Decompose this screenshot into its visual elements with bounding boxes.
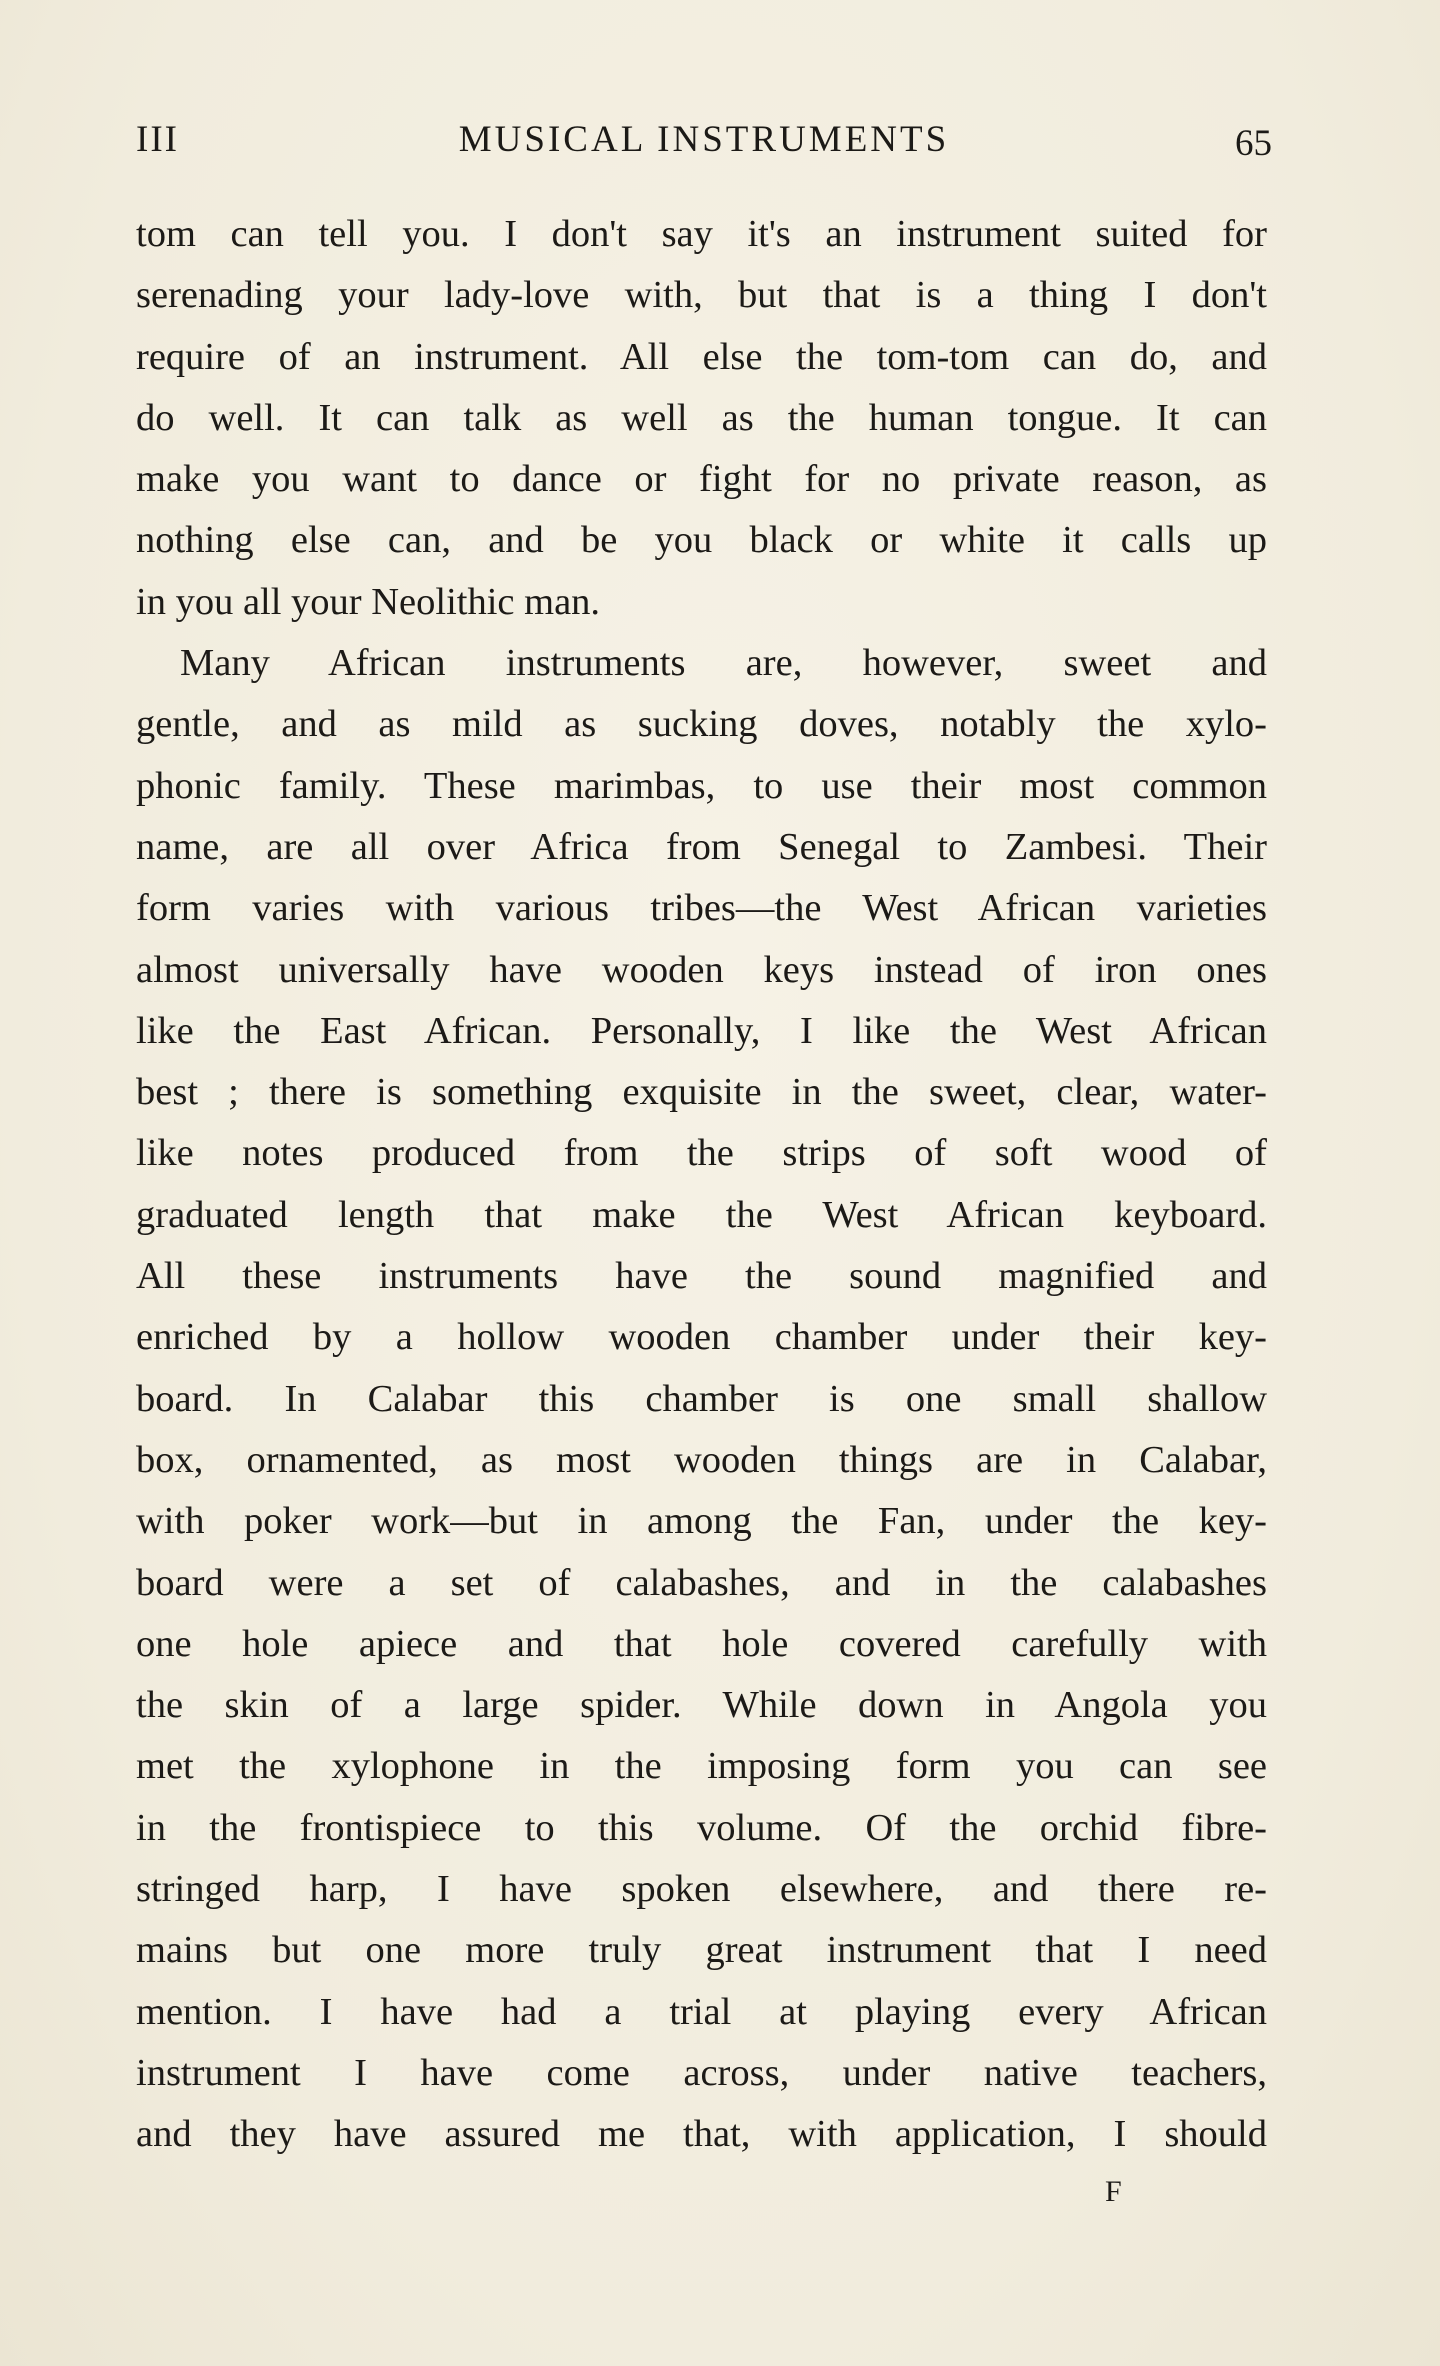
text-line: with poker work—but in among the Fan, under the key- [136, 1500, 1267, 1543]
text-line: almost universally have wooden keys instead of iron ones [136, 948, 1267, 991]
text-line: graduated length that make the West African keyboard. [136, 1193, 1267, 1236]
text-line: nothing else can, and be you black or white it calls up [136, 519, 1267, 562]
text-line: do well. It can talk as well as the human tongue. It can [136, 396, 1267, 439]
text-line: stringed harp, I have spoken elsewhere, and there re- [136, 1868, 1267, 1911]
text-line: best ; there is something exquisite in the sweet, clear, water- [136, 1071, 1267, 1114]
text-line: like the East African. Personally, I like the West African [136, 1009, 1267, 1052]
running-title: MUSICAL INSTRUMENTS [458, 119, 950, 160]
text-line: form varies with various tribes—the West African varieties [136, 887, 1267, 930]
text-line: require of an instrument. All else the tom-tom can do, and [136, 335, 1267, 378]
text-line: mains but one more truly great instrument that I need [136, 1929, 1267, 1972]
text-line: board. In Calabar this chamber is one small shallow [136, 1377, 1267, 1420]
running-head [136, 118, 1272, 166]
text-line: instrument I have come across, under native teachers, [136, 2051, 1267, 2094]
text-line: like notes produced from the strips of soft wood of [136, 1132, 1267, 1175]
text-line: All these instruments have the sound magnified and [136, 1255, 1267, 1298]
text-line: serenading your lady-love with, but that is a thing I don't [136, 274, 1267, 317]
signature-mark: F [1105, 2175, 1123, 2208]
text-line: tom can tell you. I don't say it's an instrument suited for [136, 213, 1267, 255]
text-line: name, are all over Africa from Senegal to Zambesi. Their [136, 825, 1267, 868]
chapter-number: III [136, 119, 179, 160]
text-line: gentle, and as mild as sucking doves, notably the xylo- [136, 703, 1267, 746]
text-line: make you want to dance or fight for no private reason, as [136, 458, 1267, 501]
text-line: in you all your Neolithic man. [136, 580, 601, 623]
text-line: and they have assured me that, with application, I should [136, 2113, 1267, 2156]
text-line: board were a set of calabashes, and in the calabashes [136, 1561, 1267, 1604]
text-line: enriched by a hollow wooden chamber under their key- [136, 1316, 1267, 1359]
text-line: in the frontispiece to this volume. Of the orchid fibre- [136, 1806, 1267, 1849]
text-line: mention. I have had a trial at playing every African [136, 1990, 1267, 2033]
text-line: one hole apiece and that hole covered carefully with [136, 1622, 1267, 1665]
text-line: the skin of a large spider. While down in Angola you [136, 1684, 1267, 1727]
page-number: 65 [1235, 123, 1272, 164]
text-line: met the xylophone in the imposing form you can see [136, 1745, 1267, 1788]
text-line: phonic family. These marimbas, to use their most common [136, 764, 1267, 807]
text-line: box, ornamented, as most wooden things are in Calabar, [136, 1438, 1267, 1481]
body-text [136, 204, 1267, 2166]
paragraph-start-line: Many African instruments are, however, sweet and [180, 642, 1267, 685]
